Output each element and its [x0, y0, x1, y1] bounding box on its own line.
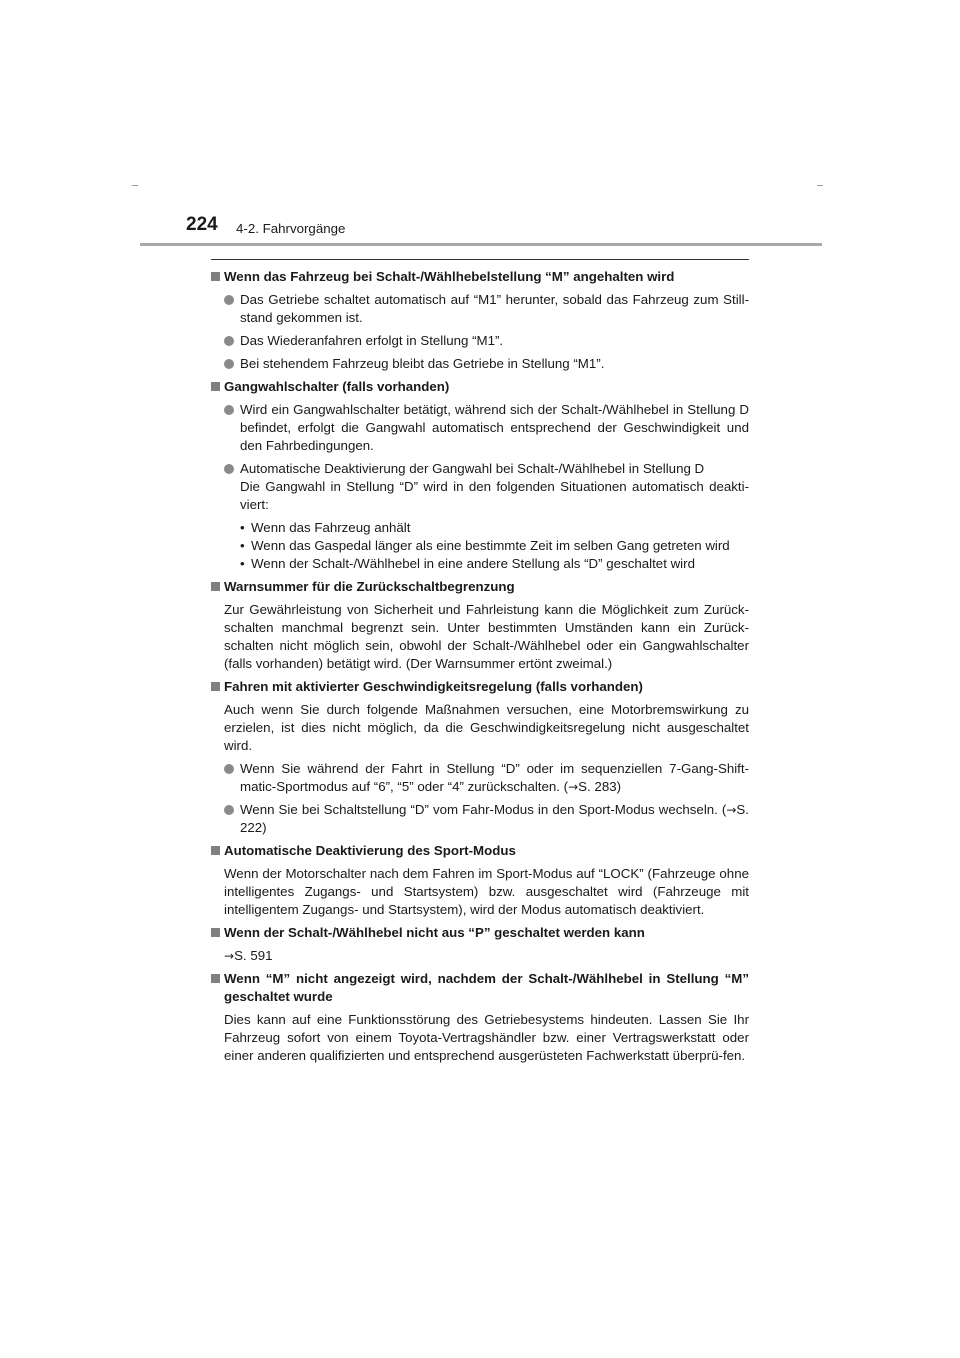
section-heading: Warnsummer für die Zurückschaltbegrenzung: [211, 578, 749, 596]
sub-item: • Wenn der Schalt-/Wählhebel in eine andere Stellung als “D” geschaltet wird: [240, 556, 695, 571]
section-rule: [211, 259, 749, 260]
section-heading: Gangwahlschalter (falls vorhanden): [211, 378, 749, 396]
section-heading: Fahren mit aktivierter Geschwindigkeitsregelung (falls vorhanden): [211, 678, 749, 696]
bullet-item: Bei stehendem Fahrzeug bleibt das Getriebe in Stellung “M1”.: [211, 355, 749, 373]
reference-line: [211, 947, 749, 965]
bullet-item: Automatische Deaktivierung der Gangwahl bei Schalt-/Wählhebel in Stellung D Die Gangwahl in Stellung “D” wird in den folgenden Situationen automatisch deakti-viert:: [211, 460, 749, 514]
page-content: [211, 268, 749, 1070]
circle-bullet-icon: [224, 336, 234, 346]
square-bullet-icon: [211, 846, 220, 855]
square-bullet-icon: [211, 682, 220, 691]
page-reference-link[interactable]: S. 283): [578, 779, 622, 794]
sub-bullet-marker: •: [240, 520, 245, 535]
paragraph: Dies kann auf eine Funktionsstörung des Getriebesystems hindeuten. Lassen Sie Ihr Fahrzeug sofort von einem Toyota-Vertragshändler bzw. einer Vertragswerkstatt oder einer anderen qualifizierten und entsprechend ausgerüsteten Fachwerkstatt überprü-fen.: [224, 1012, 749, 1063]
circle-bullet-icon: [224, 464, 234, 474]
section-cannot-shift-from-p: [211, 924, 749, 965]
section-m-not-displayed: [211, 970, 749, 1065]
paragraph: Wenn der Motorschalter nach dem Fahren im Sport-Modus auf “LOCK” (Fahrzeuge ohne intelligentes Zugangs- und Startsystem) bzw. ausgeschaltet wird (Fahrzeuge mit intelligentem Zugangs- und Startsystem), wird der Modus automatisch deaktiviert.: [224, 866, 749, 917]
section-gear-selector: [211, 378, 749, 573]
square-bullet-icon: [211, 272, 220, 281]
crop-mark-right: [817, 185, 823, 186]
section-downshift-buzzer: [211, 578, 749, 673]
section-heading: Wenn “M” nicht angezeigt wird, nachdem der Schalt-/Wählhebel in Stellung “M” geschaltet wurde: [211, 970, 749, 1006]
circle-bullet-icon: [224, 764, 234, 774]
bullet-item: Wenn Sie während der Fahrt in Stellung “D” oder im sequenziellen 7-Gang-Shift-matic-Sportmodus auf “6”, “5” oder “4” zurückschalten. (→S. 283): [211, 760, 749, 796]
circle-bullet-icon: [224, 295, 234, 305]
arrow-icon: →: [224, 949, 235, 963]
page-number: 224: [186, 214, 218, 235]
arrow-icon: →: [726, 803, 737, 817]
sub-item: • Wenn das Fahrzeug anhält: [240, 520, 411, 535]
sub-item: • Wenn das Gaspedal länger als eine bestimmte Zeit im selben Gang getreten wird: [240, 538, 730, 553]
section-sport-mode-deactivation: [211, 842, 749, 919]
square-bullet-icon: [211, 582, 220, 591]
bullet-item: Wenn Sie bei Schaltstellung “D” vom Fahr-Modus in den Sport-Modus wechseln. (→S. 222): [211, 801, 749, 837]
square-bullet-icon: [211, 974, 220, 983]
section-heading: Wenn das Fahrzeug bei Schalt-/Wählhebelstellung “M” angehalten wird: [211, 268, 749, 286]
sub-bullet-marker: •: [240, 556, 245, 571]
crop-mark-left: [132, 185, 138, 186]
arrow-icon: →: [568, 780, 579, 794]
sub-bullet-marker: •: [240, 538, 245, 553]
square-bullet-icon: [211, 382, 220, 391]
section-label: 4-2. Fahrvorgänge: [236, 221, 346, 236]
header-bar: [140, 243, 822, 246]
paragraph: Zur Gewährleistung von Sicherheit und Fahrleistung kann die Möglichkeit zum Zurück-schalten manchmal begrenzt sein. Unter bestimmten Umständen kann ein Zurück-schalten nicht möglich sein, obwohl der Schalt-/Wählhebel oder ein Gangwahlschalter (falls vorhanden) betätigt wird. (Der Warnsummer ertönt zweimal.): [224, 602, 749, 671]
section-cruise-control: [211, 678, 749, 837]
circle-bullet-icon: [224, 805, 234, 815]
section-heading: Automatische Deaktivierung des Sport-Modus: [211, 842, 749, 860]
square-bullet-icon: [211, 928, 220, 937]
section-heading: Wenn der Schalt-/Wählhebel nicht aus “P” geschaltet werden kann: [211, 924, 749, 942]
page-reference-link[interactable]: S. 222): [240, 802, 749, 835]
bullet-item: Das Getriebe schaltet automatisch auf “M1” herunter, sobald das Fahrzeug zum Still-stand gekommen ist.: [211, 291, 749, 327]
bullet-item: Wird ein Gangwahlschalter betätigt, während sich der Schalt-/Wählhebel in Stellung D befindet, erfolgt die Gangwahl automatisch entsprechend der Geschwindigkeit und den Fahrbedingungen.: [211, 401, 749, 455]
circle-bullet-icon: [224, 405, 234, 415]
circle-bullet-icon: [224, 359, 234, 369]
bullet-item: Das Wiederanfahren erfolgt in Stellung “M1”.: [211, 332, 749, 350]
section-stop-in-m: [211, 268, 749, 373]
page-reference-link[interactable]: S. 591: [234, 948, 273, 963]
paragraph: Auch wenn Sie durch folgende Maßnahmen versuchen, eine Motorbremswirkung zu erzielen, ist dies nicht möglich, da die Geschwindigkeitsregelung nicht ausgeschaltet wird.: [224, 702, 749, 753]
